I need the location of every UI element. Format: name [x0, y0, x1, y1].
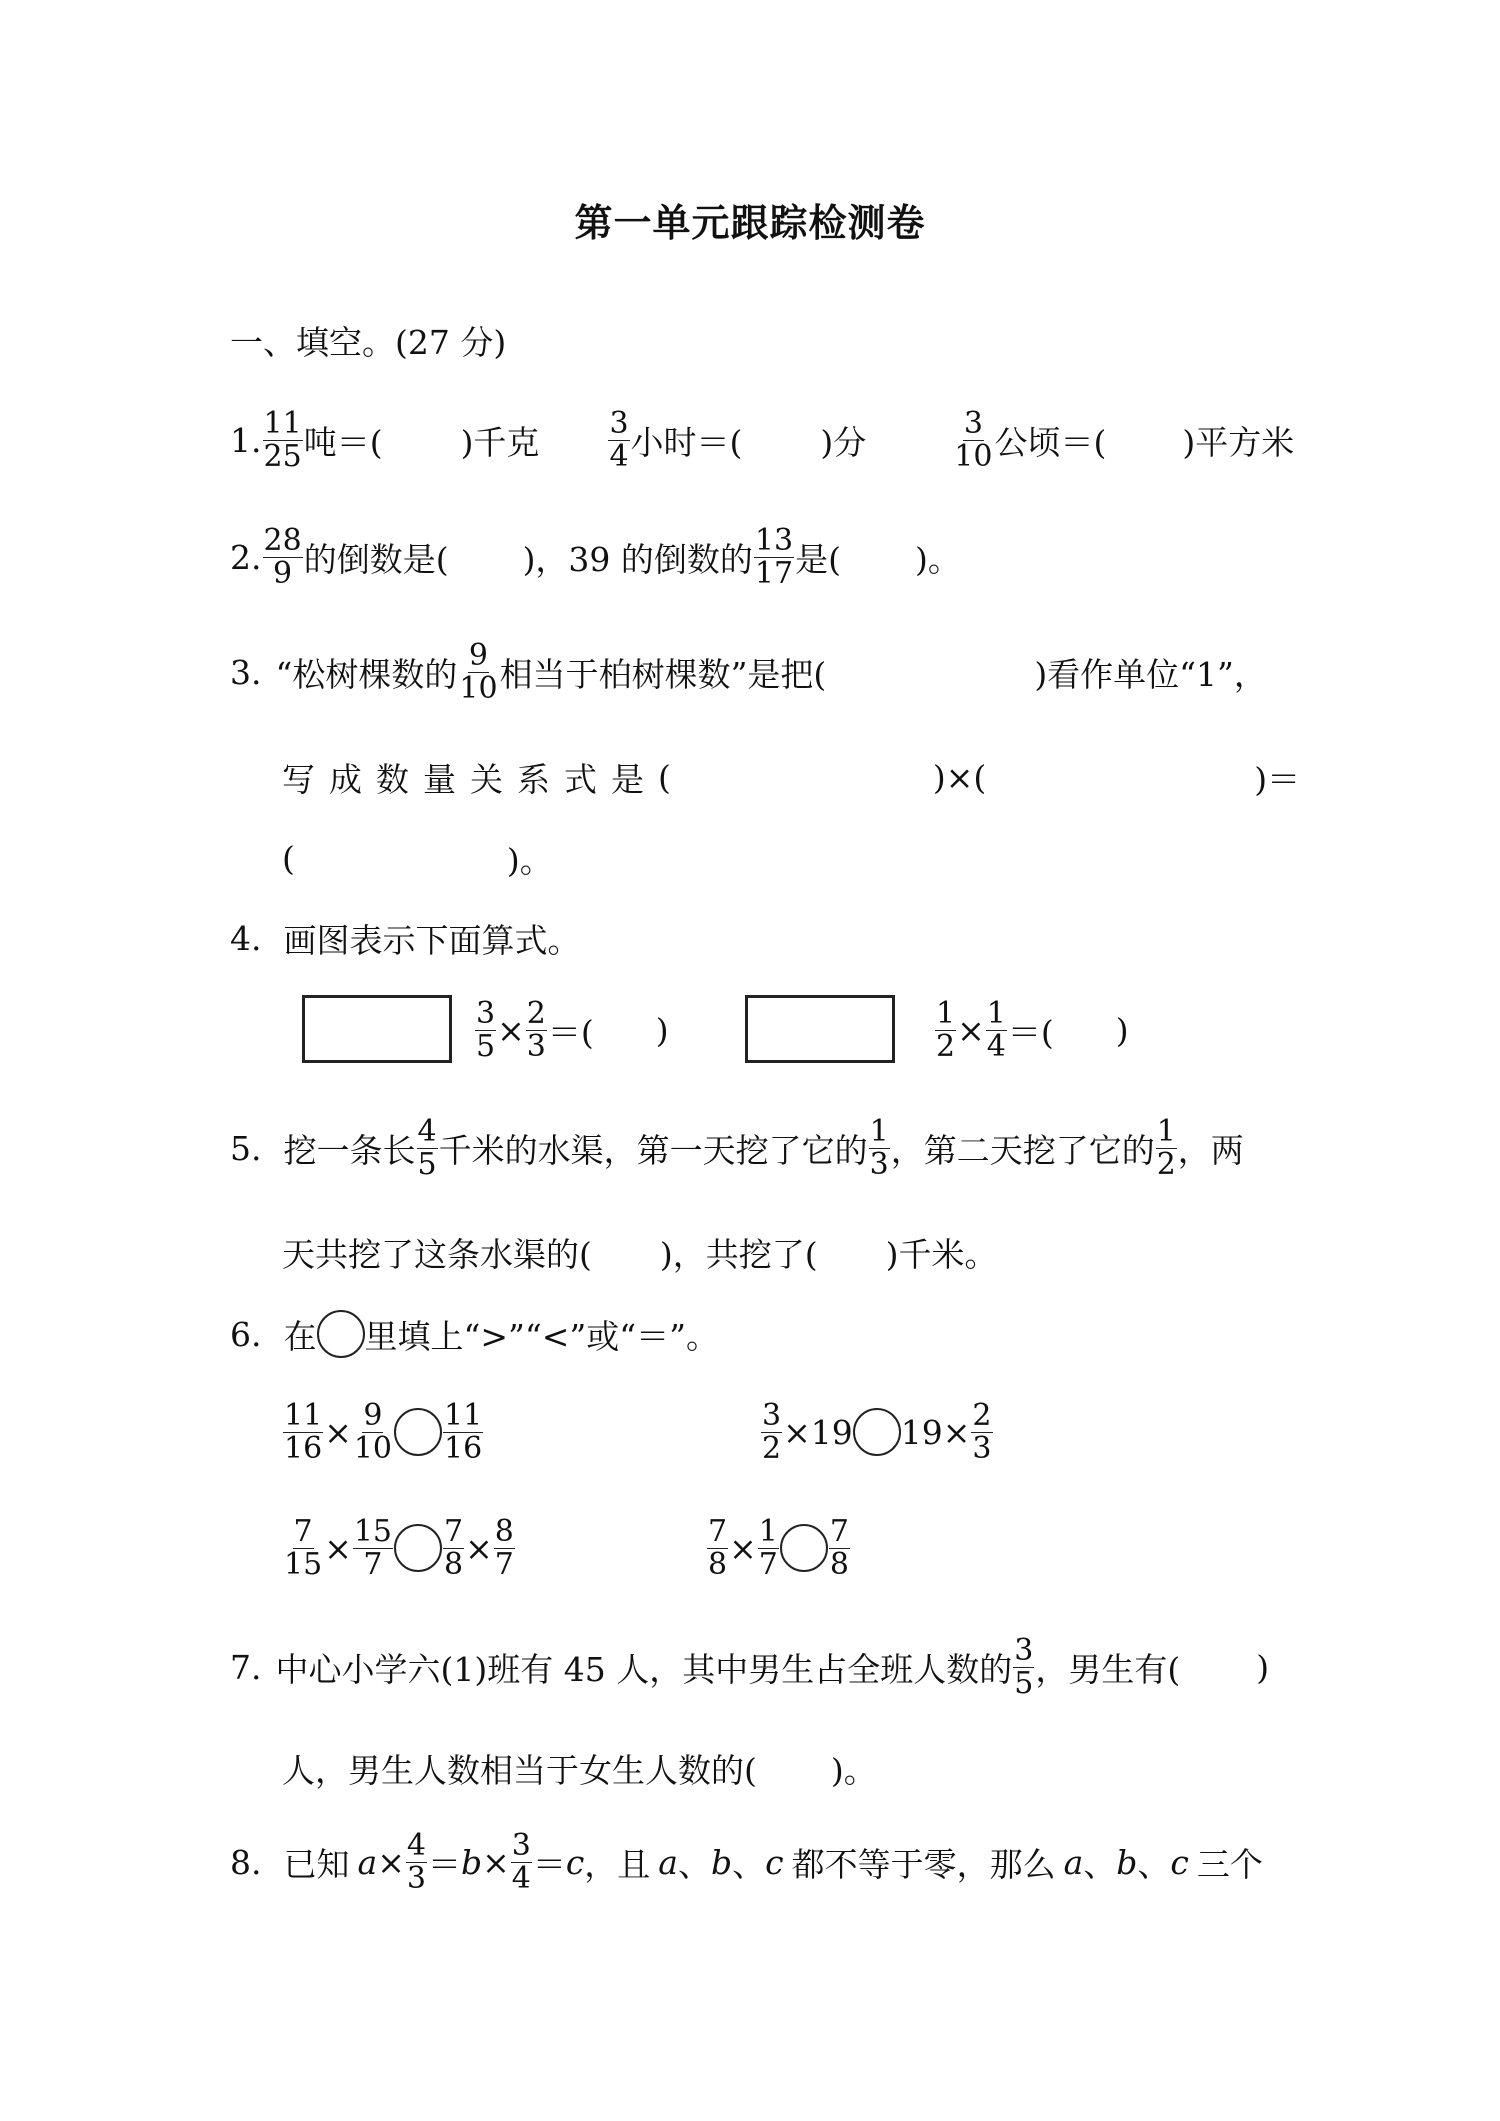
q8-number: 8. [230, 1842, 262, 1882]
q4-e1-fraction-a [475, 998, 496, 1062]
q6-c2-fraction-b [971, 1400, 992, 1464]
q7-line2-b: )。 [830, 1750, 877, 1790]
question-3-line-3 [282, 818, 553, 898]
q8-text-6: 、 [1083, 1844, 1117, 1884]
denominator: 9 [273, 555, 293, 591]
q7-fraction-1 [1013, 1635, 1034, 1699]
denominator: 7 [363, 1546, 383, 1582]
q1-text-3: 小时＝( [630, 422, 743, 462]
compare-circle-3[interactable] [394, 1524, 442, 1572]
q2-fraction-1 [263, 525, 303, 589]
q2-text-1: 的倒数是( [303, 539, 449, 579]
q4-expression-1 [474, 990, 669, 1070]
numerator: 7 [708, 1514, 728, 1549]
numerator: 3 [511, 1828, 531, 1863]
q5-text-3: ，第二天挖了它的 [890, 1130, 1155, 1170]
question-1 [230, 400, 1294, 480]
question-3-line-2 [282, 737, 1300, 817]
q1-text-4: )分 [820, 422, 867, 462]
numerator: 15 [353, 1514, 393, 1549]
var-a: a [357, 1842, 378, 1882]
q4-e1-fraction-b [526, 998, 547, 1062]
q4-e2-equals: ＝( [1007, 1012, 1054, 1052]
q4-e1-close: ) [655, 1010, 669, 1050]
numerator: 7 [829, 1514, 849, 1549]
equals-sign: ＝ [427, 1844, 461, 1884]
q6-c3-fraction-b [353, 1516, 393, 1580]
numerator: 1 [986, 996, 1006, 1031]
var-a: a [1063, 1842, 1084, 1882]
denominator: 5 [417, 1146, 437, 1182]
q4-e2-fraction-b [986, 998, 1007, 1062]
denominator: 7 [494, 1546, 514, 1582]
q5-text-4: ，两 [1177, 1130, 1244, 1170]
q6-c4-fraction-r [829, 1516, 850, 1580]
q7-text-1: 中心小学六(1)班有 45 人，其中男生占全班人数的 [275, 1649, 1013, 1689]
q5-number: 5. [230, 1128, 262, 1168]
q8-text-2: ，且 [584, 1844, 651, 1884]
numerator: 1 [869, 1114, 889, 1149]
question-7-line-2 [282, 1728, 877, 1808]
q8-text-8: 三个 [1196, 1844, 1263, 1884]
q7-number: 7. [230, 1647, 262, 1687]
page-title: 第一单元跟踪检测卷 [574, 201, 926, 245]
circle-icon [317, 1310, 365, 1358]
q3-line2-open: ( [658, 757, 671, 797]
q8-fraction-1 [406, 1830, 427, 1894]
q3-text-1: “松树棵数的 [275, 654, 458, 694]
compare-circle-1[interactable] [394, 1408, 442, 1456]
q1-fraction-1 [263, 408, 303, 472]
times-sign: × [482, 1842, 510, 1882]
numerator: 1 [936, 996, 956, 1031]
q2-text-3: 是( [795, 539, 841, 579]
denominator: 5 [1014, 1665, 1034, 1701]
denominator: 16 [284, 1430, 323, 1466]
var-b: b [1116, 1842, 1138, 1882]
q3-fraction-1 [458, 640, 498, 704]
numerator: 9 [363, 1398, 383, 1433]
question-5-line-2 [282, 1212, 998, 1292]
var-c: c [765, 1842, 784, 1882]
q6-c2-times-19: ×19 [783, 1412, 853, 1452]
q4-e2-fraction-a [935, 998, 956, 1062]
q5-fraction-3 [1156, 1116, 1177, 1180]
q4-e1-equals: ＝( [547, 1012, 594, 1052]
drawing-box-1[interactable] [302, 995, 452, 1063]
denominator: 4 [986, 1028, 1006, 1064]
q5-line2-c: )千米。 [885, 1234, 998, 1274]
numerator: 2 [972, 1398, 992, 1433]
q8-text-5: 都不等于零，那么 [791, 1844, 1056, 1884]
q1-fraction-2 [608, 408, 629, 472]
q1-fraction-3 [953, 408, 993, 472]
numerator: 4 [406, 1828, 426, 1863]
q5-text-2: 千米的水渠，第一天挖了它的 [438, 1130, 868, 1170]
q6-c3-fraction-r1 [443, 1516, 464, 1580]
numerator: 13 [754, 523, 794, 558]
var-c: c [1170, 1842, 1189, 1882]
times-sign: × [497, 1010, 525, 1050]
var-a: a [658, 1842, 678, 1882]
denominator: 2 [762, 1430, 782, 1466]
times-sign: × [465, 1528, 493, 1568]
denominator: 3 [869, 1146, 889, 1182]
q6-text-2: 里填上“>”“<”或“＝”。 [364, 1316, 720, 1356]
times-sign: × [729, 1528, 757, 1568]
q6-c1-fraction-b [353, 1400, 393, 1464]
section-label: 一、填空。(27 分) [230, 322, 507, 362]
denominator: 7 [758, 1546, 778, 1582]
q4-e2-close: ) [1115, 1010, 1129, 1050]
denominator: 4 [609, 438, 629, 474]
q3-line3-open: ( [282, 838, 295, 878]
question-5 [230, 1108, 1244, 1188]
var-b: b [710, 1842, 733, 1882]
q7-line2-a: 人，男生人数相当于女生人数的( [282, 1750, 757, 1790]
q3-line2-equals: )＝ [1254, 759, 1301, 799]
denominator: 4 [511, 1860, 531, 1896]
q6-number: 6. [230, 1314, 262, 1354]
numerator: 28 [263, 523, 302, 558]
q6-compare-1 [282, 1392, 484, 1472]
q1-text-6: )平方米 [1182, 422, 1295, 462]
denominator: 17 [754, 555, 794, 591]
q4-number: 4. [230, 918, 262, 958]
q1-number: 1. [230, 420, 262, 460]
q8-text-3: 、 [677, 1844, 711, 1884]
numerator: 3 [609, 406, 629, 441]
q2-text-4: )。 [914, 539, 961, 579]
denominator: 25 [263, 438, 302, 474]
denominator: 8 [708, 1546, 728, 1582]
numerator: 7 [444, 1514, 464, 1549]
numerator: 8 [494, 1514, 514, 1549]
numerator: 3 [1014, 1633, 1034, 1668]
denominator: 8 [444, 1546, 464, 1582]
q6-c3-fraction-a [283, 1516, 323, 1580]
q5-line2-a: 天共挖了这条水渠的( [282, 1234, 592, 1274]
drawing-box-2[interactable] [745, 995, 895, 1063]
q2-text-2: )，39 的倒数的 [522, 539, 753, 579]
section-heading [230, 300, 506, 380]
numerator: 1 [758, 1514, 778, 1549]
question-4 [230, 898, 581, 978]
times-sign: × [377, 1842, 405, 1882]
times-sign: × [324, 1412, 352, 1452]
numerator: 11 [284, 1398, 323, 1433]
q6-c4-fraction-b [758, 1516, 779, 1580]
q6-compare-3 [282, 1508, 516, 1588]
compare-circle-4[interactable] [780, 1524, 828, 1572]
q5-fraction-2 [869, 1116, 890, 1180]
denominator: 10 [954, 438, 993, 474]
q5-fraction-1 [417, 1116, 438, 1180]
denominator: 8 [829, 1546, 849, 1582]
q7-text-3: ) [1256, 1647, 1270, 1687]
q8-text-1: 已知 [283, 1844, 350, 1884]
q8-text-4: 、 [732, 1844, 766, 1884]
denominator: 3 [972, 1430, 992, 1466]
q6-text-1: 在 [283, 1316, 317, 1356]
question-8 [230, 1822, 1263, 1902]
q3-line2-times: )×( [932, 757, 987, 797]
q5-line2-b: )，共挖了( [659, 1234, 818, 1274]
denominator: 15 [284, 1546, 323, 1582]
denominator: 16 [444, 1430, 483, 1466]
q6-c2-19-times: 19× [900, 1412, 971, 1452]
q3-line3-close: )。 [506, 840, 553, 880]
q4-expression-2 [934, 990, 1129, 1070]
numerator: 11 [263, 406, 302, 441]
numerator: 3 [963, 406, 983, 441]
q6-c1-fraction-r [443, 1400, 483, 1464]
q6-compare-4 [706, 1508, 851, 1588]
denominator: 3 [526, 1028, 546, 1064]
denominator: 2 [1156, 1146, 1176, 1182]
q6-c2-fraction-a [761, 1400, 782, 1464]
q3-text-3: )看作单位“1”， [1034, 654, 1267, 694]
numerator: 2 [526, 996, 546, 1031]
q7-text-2: ，男生有( [1035, 1649, 1181, 1689]
q6-compare-2 [760, 1392, 994, 1472]
q6-c1-fraction-a [283, 1400, 323, 1464]
question-7 [230, 1627, 1269, 1707]
var-c: c [565, 1842, 585, 1882]
q6-c4-fraction-a [707, 1516, 728, 1580]
q1-text-5: 公顷＝( [994, 422, 1107, 462]
numerator: 3 [762, 1398, 782, 1433]
q2-number: 2. [230, 537, 262, 577]
q8-fraction-2 [511, 1830, 532, 1894]
q3-line2-text: 写成数量关系式是 [282, 759, 658, 799]
numerator: 9 [468, 638, 489, 673]
question-3 [230, 632, 1267, 712]
numerator: 7 [293, 1514, 313, 1549]
question-6 [230, 1294, 719, 1374]
q3-text-2: 相当于柏树棵数”是把( [499, 654, 827, 694]
numerator: 3 [476, 996, 496, 1031]
q1-text-1: 吨＝( [303, 422, 383, 462]
q8-text-7: 、 [1137, 1844, 1171, 1884]
denominator: 5 [476, 1028, 496, 1064]
numerator: 1 [1156, 1114, 1176, 1149]
question-2 [230, 517, 961, 597]
q4-text: 画图表示下面算式。 [283, 920, 581, 960]
denominator: 10 [459, 670, 498, 706]
denominator: 3 [406, 1860, 426, 1896]
times-sign: × [324, 1528, 352, 1568]
denominator: 10 [353, 1430, 393, 1466]
compare-circle-2[interactable] [853, 1408, 901, 1456]
q6-c3-fraction-r2 [494, 1516, 515, 1580]
denominator: 2 [936, 1028, 956, 1064]
numerator: 11 [444, 1398, 483, 1433]
var-b: b [460, 1842, 483, 1882]
times-sign: × [957, 1010, 985, 1050]
q5-text-1: 挖一条长 [283, 1130, 416, 1170]
q2-fraction-2 [754, 525, 794, 589]
equals-sign: ＝ [532, 1844, 566, 1884]
q1-text-2: )千克 [460, 422, 540, 462]
numerator: 4 [417, 1114, 437, 1149]
q3-number: 3. [230, 652, 262, 692]
